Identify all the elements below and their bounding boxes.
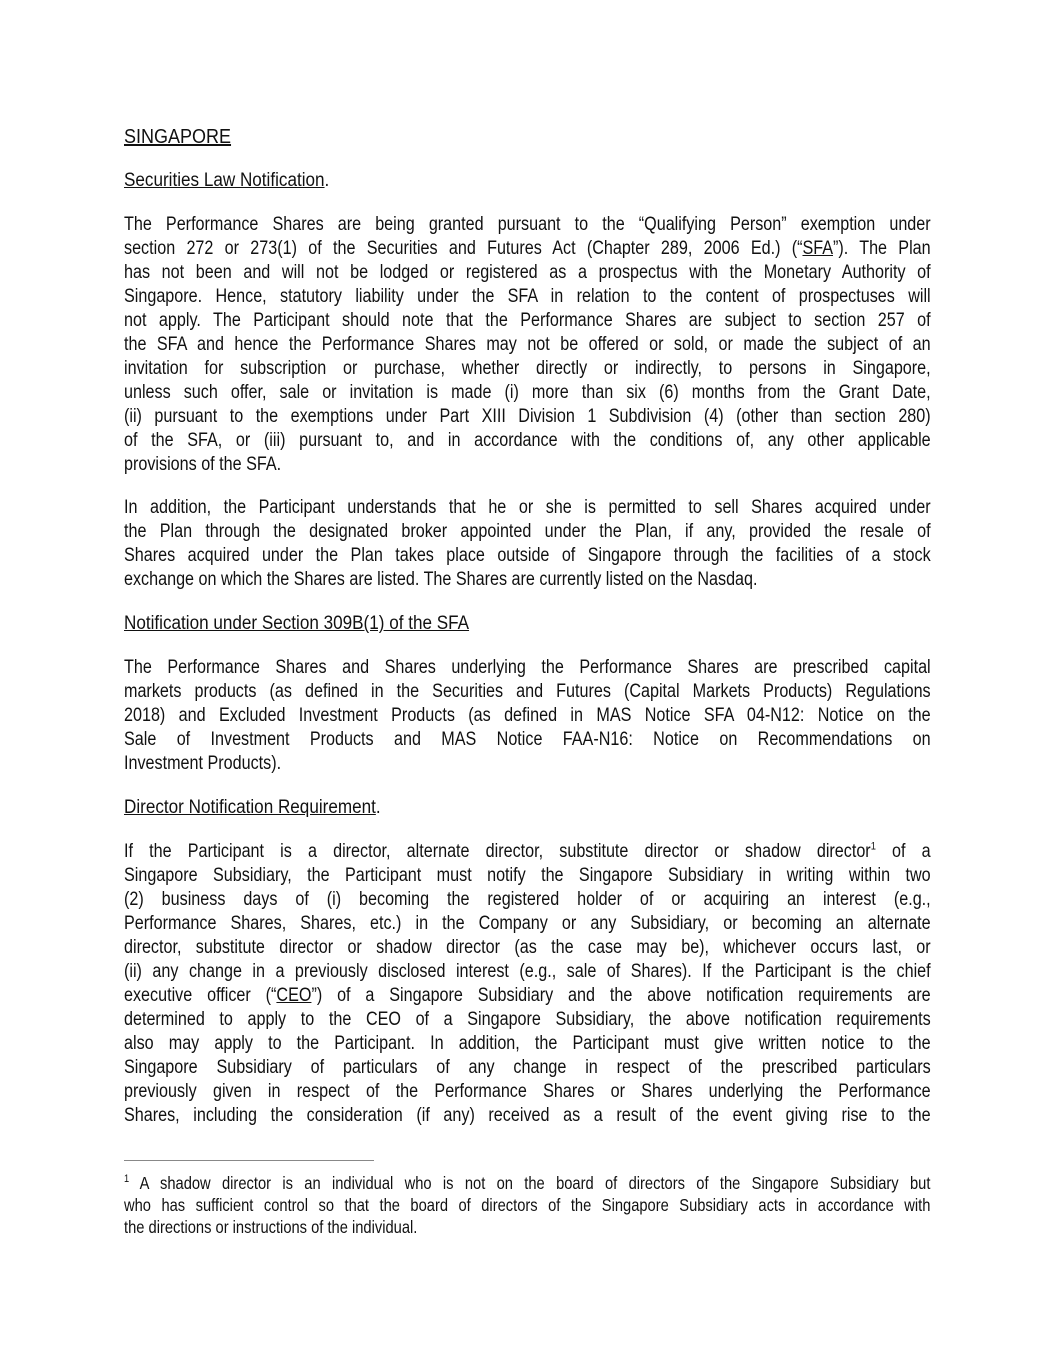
text-line: has not been and will not be lodged or registered as a prospectus with the Monetary Authority of bbox=[124, 262, 931, 283]
text-line: exchange on which the Shares are listed. The Shares are currently listed on the Nasdaq. bbox=[124, 569, 758, 590]
text-line: Performance Shares, Shares, etc.) in the Company or any Subsidiary, or becoming an alternate bbox=[124, 913, 931, 934]
heading-director-notification bbox=[124, 796, 381, 820]
heading-period: . bbox=[324, 170, 330, 191]
text-line: director, substitute director or shadow director (as the case may be), whichever occurs last, or bbox=[124, 937, 931, 958]
text-segment: A shadow director is an individual who is not on the board of directors of the Singapore Subsidiary but bbox=[129, 1173, 931, 1193]
text-line: determined to apply to the CEO of a Singapore Subsidiary, the above notification requirements bbox=[124, 1009, 931, 1030]
heading-text: SINGAPORE bbox=[124, 126, 232, 148]
text-line: The Performance Shares and Shares underlying the Performance Shares are prescribed capital bbox=[124, 657, 931, 678]
text-line bbox=[124, 840, 931, 864]
text-segment: section 272 or 273(1) of the Securities and Futures Act (Chapter 289, 2006 Ed.) (“ bbox=[124, 238, 803, 259]
text-line: not apply. The Participant should note that the Performance Shares are subject to section 257 of bbox=[124, 310, 931, 331]
footnote bbox=[124, 1172, 1055, 1238]
text-segment: If the Participant is a director, alternate director, substitute director or shadow director bbox=[124, 841, 871, 862]
text-line: Singapore Subsidiary, the Participant must notify the Singapore Subsidiary in writing within two bbox=[124, 865, 931, 886]
text-line: markets products (as defined in the Securities and Futures (Capital Markets Products) Regulations bbox=[124, 681, 931, 702]
text-segment: of a bbox=[875, 841, 931, 862]
text-line: Investment Products). bbox=[124, 753, 282, 774]
text-line: invitation for subscription or purchase, whether directly or indirectly, to persons in Singapore, bbox=[124, 358, 931, 379]
text-segment: ”) of a Singapore Subsidiary and the above notification requirements are bbox=[311, 985, 931, 1006]
text-line: of the SFA, or (iii) pursuant to, and in accordance with the conditions of, any other applicable bbox=[124, 430, 931, 451]
footnote-separator bbox=[124, 1160, 374, 1161]
heading-section-309b bbox=[124, 612, 469, 636]
text-line: the Plan through the designated broker appointed under the Plan, if any, provided the resale of bbox=[124, 521, 931, 542]
heading-period: . bbox=[375, 797, 381, 818]
text-line: (2) business days of (i) becoming the registered holder of or acquiring an interest (e.g., bbox=[124, 889, 931, 910]
heading-securities-law-notification bbox=[124, 169, 329, 193]
text-line: Shares, including the consideration (if any) received as a result of the event giving rise to the bbox=[124, 1105, 931, 1126]
text-line: also may apply to the Participant. In addition, the Participant must give written notice to the bbox=[124, 1033, 931, 1054]
heading-text: Director Notification Requirement bbox=[124, 797, 376, 818]
text-line: (ii) pursuant to the exemptions under Part XIII Division 1 Subdivision (4) (other than section 280) bbox=[124, 406, 931, 427]
text-segment: ”). The Plan bbox=[832, 238, 931, 259]
paragraph-director-notification bbox=[124, 840, 1055, 1128]
text-line: the directions or instructions of the individual. bbox=[124, 1217, 418, 1237]
defined-term-sfa: SFA bbox=[802, 238, 833, 259]
paragraph-resale bbox=[124, 496, 1055, 592]
text-segment: executive officer (“ bbox=[124, 985, 277, 1006]
footnote-reference: 1 bbox=[870, 840, 876, 853]
text-line: Sale of Investment Products and MAS Notice FAA-N16: Notice on Recommendations on bbox=[124, 729, 931, 750]
text-line: the SFA and hence the Performance Shares may not be offered or sold, or made the subject of an bbox=[124, 334, 931, 355]
heading-text: Securities Law Notification bbox=[124, 170, 325, 191]
paragraph-capital-markets bbox=[124, 656, 1055, 776]
text-line: (ii) any change in a previously disclosed interest (e.g., sale of Shares). If the Participant is the chief bbox=[124, 961, 931, 982]
text-line: Singapore. Hence, statutory liability under the SFA in relation to the content of prospectuses will bbox=[124, 286, 931, 307]
text-line bbox=[124, 1172, 930, 1194]
text-line: The Performance Shares are being granted pursuant to the “Qualifying Person” exemption under bbox=[124, 214, 931, 235]
text-line: 2018) and Excluded Investment Products (as defined in MAS Notice SFA 04-N12: Notice on the bbox=[124, 705, 931, 726]
text-line: In addition, the Participant understands that he or she is permitted to sell Shares acquired under bbox=[124, 497, 931, 518]
text-line: who has sufficient control so that the board of directors of the Singapore Subsidiary acts in accordance with bbox=[124, 1195, 931, 1215]
heading-text: Notification under Section 309B(1) of the SFA bbox=[124, 613, 470, 634]
text-line: previously given in respect of the Performance Shares or Shares underlying the Performance bbox=[124, 1081, 931, 1102]
heading-singapore bbox=[124, 125, 231, 149]
text-line: unless such offer, sale or invitation is made (i) more than six (6) months from the Grant Date, bbox=[124, 382, 931, 403]
text-line bbox=[124, 237, 931, 261]
defined-term-ceo: CEO bbox=[276, 985, 312, 1006]
footnote-mark: 1 bbox=[124, 1173, 130, 1186]
paragraph-securities-law bbox=[124, 213, 1055, 477]
text-line: Shares acquired under the Plan takes place outside of Singapore through the facilities of a stock bbox=[124, 545, 931, 566]
text-line: Singapore Subsidiary of particulars of any change in respect of the prescribed particulars bbox=[124, 1057, 931, 1078]
text-line bbox=[124, 984, 931, 1008]
text-line: provisions of the SFA. bbox=[124, 454, 282, 475]
